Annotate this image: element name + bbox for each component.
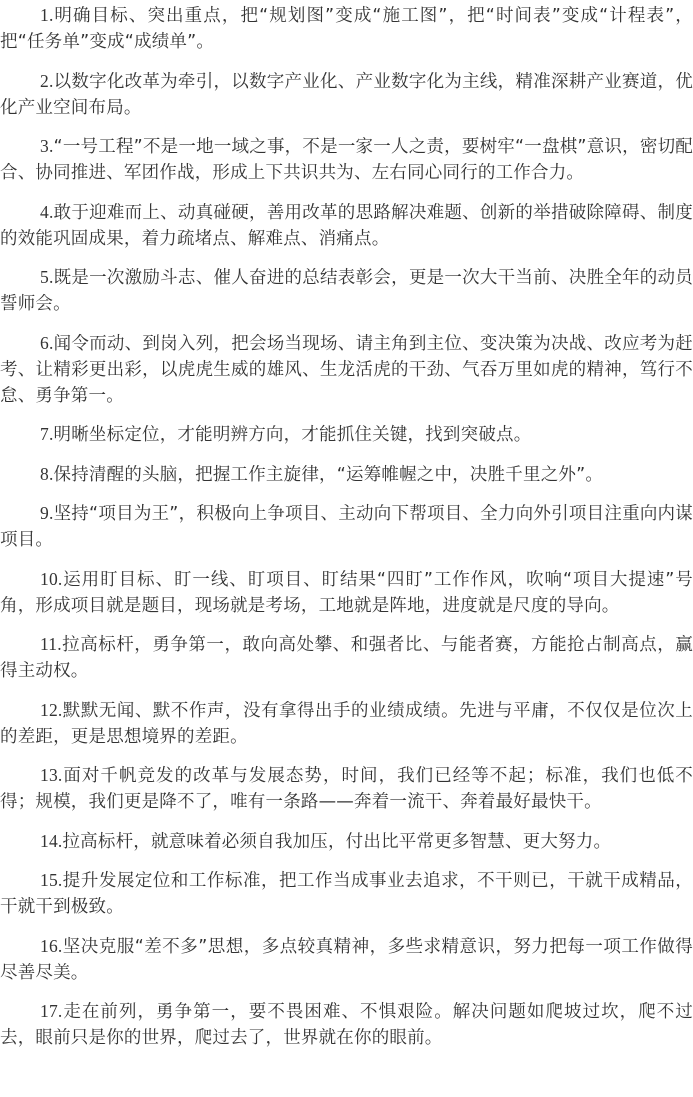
paragraph-number: 6. — [40, 332, 54, 353]
paragraph-4 — [0, 199, 693, 252]
paragraph-text: 以数字化改革为牵引，以数字产业化、产业数字化为主线，精准深耕产业赛道，优化产业空间布局。 — [0, 71, 693, 118]
paragraph-text: 提升发展定位和工作标准，把工作当成事业去追求，不干则已，干就干成精品，干就干到极致。 — [0, 871, 693, 917]
paragraph-number: 15. — [40, 870, 63, 890]
paragraph-number: 3. — [40, 136, 54, 156]
paragraph-text: 运用盯目标、盯一线、盯项目、盯结果“四盯”工作作风，吹响“项目大提速”号角，形成项目就是题目，现场就是考场，工地就是阵地，进度就是尺度的导向。 — [0, 569, 693, 616]
paragraph-text: 闻令而动、到岗入列，把会场当现场、请主角到主位、变决策为决战、改应考为赶考、让精彩更出彩，以虎虎生威的雄风、生龙活虎的干劲、气吞万里如虎的精神，笃行不怠、勇争第一。 — [0, 333, 693, 406]
paragraph-16 — [0, 933, 693, 986]
paragraph-number: 12. — [40, 699, 63, 720]
paragraph-text: 明晰坐标定位，才能明辨方向，才能抓住关键，找到突破点。 — [53, 425, 532, 445]
paragraph-1 — [0, 2, 693, 55]
paragraph-15 — [0, 867, 693, 920]
paragraph-3 — [0, 133, 693, 186]
paragraph-2 — [0, 68, 693, 121]
paragraph-text: 保持清醒的头脑，把握工作主旋律，“运筹帷幄之中，决胜千里之外”。 — [53, 464, 604, 485]
paragraph-number: 2. — [40, 70, 54, 91]
paragraph-text: 坚持“项目为王”，积极向上争项目、主动向下帮项目、全力向外引项目注重向内谋项目。 — [0, 504, 693, 550]
paragraph-number: 4. — [40, 201, 54, 222]
paragraph-12 — [0, 697, 693, 750]
paragraph-text: “一号工程”不是一地一域之事，不是一家一人之责，要树牢“一盘棋”意识，密切配合、协同推进、军团作战，形成上下共识共为、左右同心同行的工作合力。 — [0, 137, 693, 183]
paragraph-text: 既是一次激励斗志、催人奋进的总结表彰会，更是一次大干当前、决胜全年的动员誓师会。 — [0, 268, 693, 314]
paragraph-text: 明确目标、突出重点，把“规划图”变成“施工图”，把“时间表”变成“计程表”，把“任务单”变成“成绩单”。 — [0, 6, 693, 52]
paragraph-17 — [0, 998, 693, 1051]
paragraph-text: 走在前列，勇争第一，要不畏困难、不惧艰险。解决问题如爬坡过坎，爬不过去，眼前只是你的世界，爬过去了，世界就在你的眼前。 — [0, 1002, 693, 1048]
paragraph-number: 10. — [40, 568, 63, 589]
paragraph-number: 8. — [40, 463, 54, 484]
paragraph-number: 14. — [40, 830, 63, 851]
paragraph-number: 17. — [40, 1001, 63, 1021]
paragraph-text: 面对千帆竞发的改革与发展态势，时间，我们已经等不起；标准，我们也低不得；规模，我们更是降不了，唯有一条路——奔着一流干、奔着最好最快干。 — [0, 766, 693, 812]
paragraph-6 — [0, 330, 693, 409]
paragraph-number: 1. — [40, 5, 54, 25]
paragraph-number: 11. — [40, 634, 62, 654]
paragraph-11 — [0, 631, 693, 684]
paragraph-text: 敢于迎难而上、动真碰硬，善用改革的思路解决难题、创新的举措破除障碍、制度的效能巩固成果，着力疏堵点、解难点、消痛点。 — [0, 202, 693, 249]
paragraph-number: 7. — [40, 424, 54, 444]
paragraph-number: 16. — [40, 935, 63, 956]
paragraph-text: 坚决克服“差不多”思想，多点较真精神，多些求精意识，努力把每一项工作做得尽善尽美。 — [0, 936, 693, 983]
paragraph-text: 默默无闻、默不作声，没有拿得出手的业绩成绩。先进与平庸，不仅仅是位次上的差距，更是思想境界的差距。 — [0, 700, 693, 747]
paragraph-text: 拉高标杆，就意味着必须自我加压，付出比平常更多智慧、更大努力。 — [62, 831, 612, 852]
paragraph-text: 拉高标杆，勇争第一，敢向高处攀、和强者比、与能者赛，方能抢占制高点，赢得主动权。 — [0, 635, 693, 681]
paragraph-8 — [0, 461, 693, 488]
paragraph-13 — [0, 762, 693, 815]
paragraph-7 — [0, 421, 693, 448]
paragraph-number: 9. — [40, 503, 54, 523]
paragraph-number: 5. — [40, 267, 54, 287]
paragraph-10 — [0, 566, 693, 619]
paragraph-number: 13. — [40, 765, 63, 785]
paragraph-14 — [0, 828, 693, 855]
paragraph-9 — [0, 500, 693, 553]
paragraph-5 — [0, 264, 693, 317]
